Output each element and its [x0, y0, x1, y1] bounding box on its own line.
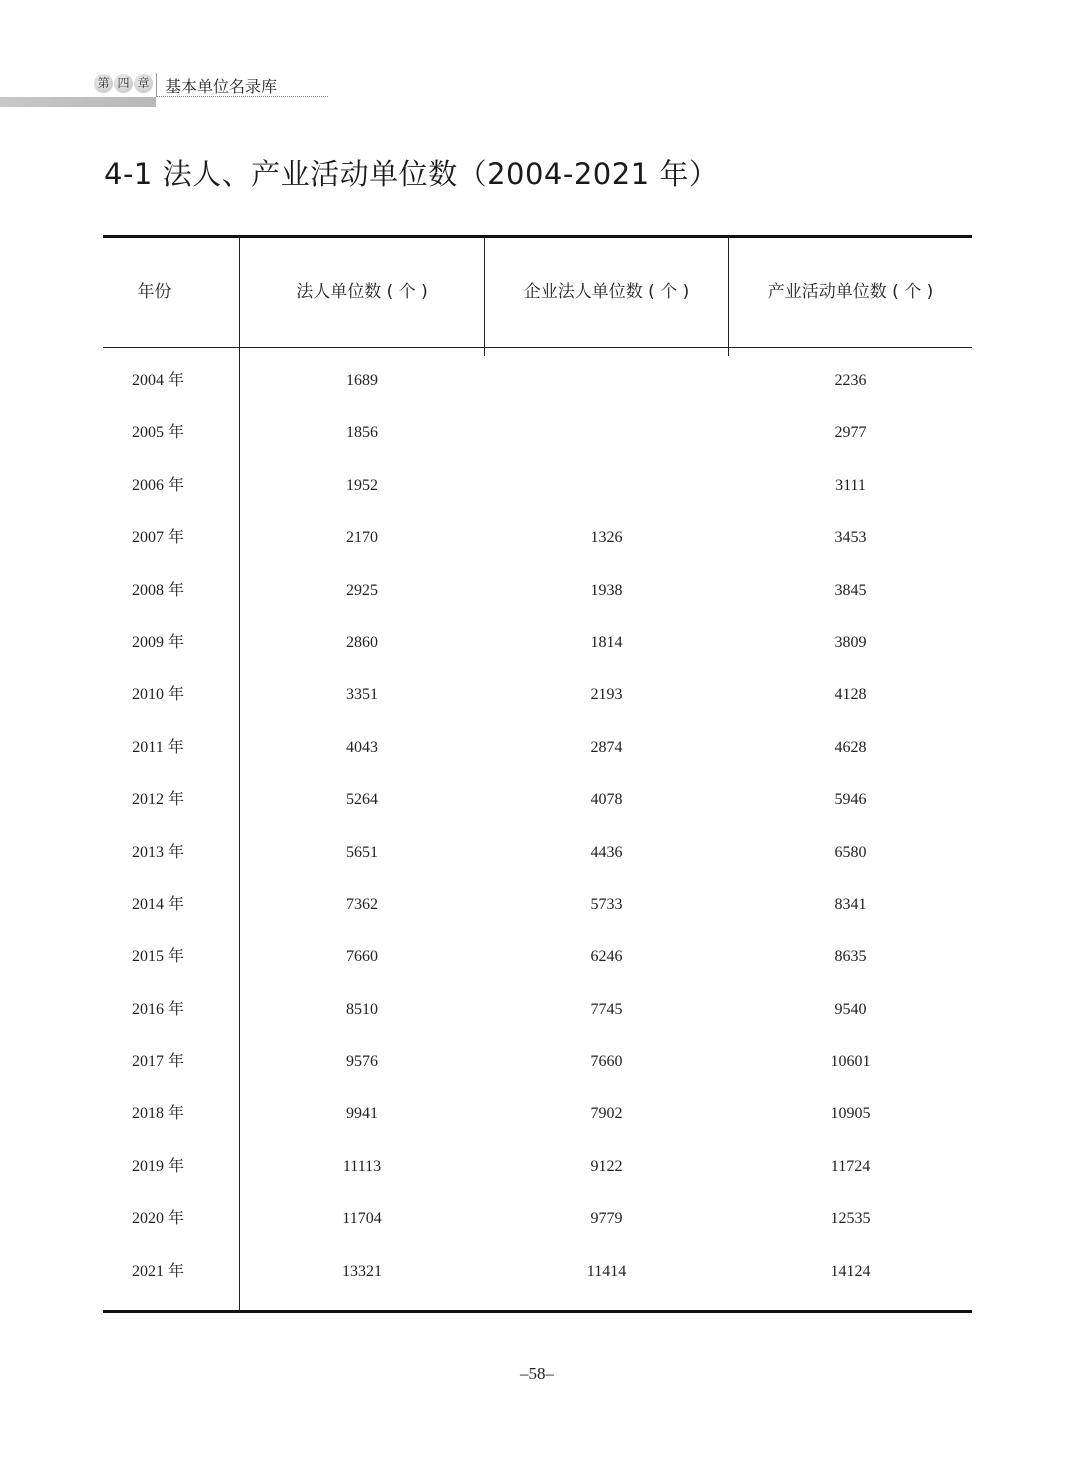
row-legal-units: 3351 [346, 686, 378, 704]
table-row [103, 355, 972, 407]
row-activity-units: 8341 [834, 895, 867, 913]
row-enterprise-units: 9122 [590, 1157, 623, 1175]
row-legal-units: 1856 [346, 424, 378, 442]
row-activity-units: 14124 [830, 1262, 871, 1280]
row-year: 2016 年 [131, 1000, 184, 1018]
column-header-enterprise-units: 企业法人单位数 ( 个 ) [523, 282, 690, 302]
table-row [103, 669, 972, 721]
row-enterprise-units: 7660 [590, 1053, 623, 1071]
row-year: 2005 年 [131, 424, 184, 442]
chapter-divider [156, 73, 157, 97]
row-legal-units: 2860 [346, 633, 378, 651]
row-year: 2014 年 [131, 895, 184, 913]
row-activity-units: 10601 [830, 1053, 871, 1071]
row-activity-units: 3845 [834, 581, 867, 599]
table-header-rule [103, 347, 972, 348]
table-row [103, 1141, 972, 1193]
table-row [103, 1088, 972, 1140]
row-activity-units: 4628 [834, 738, 867, 756]
table-row [103, 879, 972, 931]
chapter-badge [94, 74, 153, 96]
row-year: 2004 年 [131, 372, 184, 389]
row-enterprise-units [485, 421, 728, 445]
row-enterprise-units: 2193 [590, 686, 623, 704]
row-enterprise-units: 4078 [590, 791, 623, 809]
row-legal-units: 4043 [346, 738, 378, 756]
page-number: –58– [520, 1364, 554, 1383]
row-legal-units: 1689 [346, 372, 378, 389]
row-activity-units: 8635 [834, 948, 867, 966]
row-year: 2009 年 [131, 633, 184, 651]
row-activity-units: 9540 [834, 1000, 867, 1018]
chapter-badge-char: 章 [134, 74, 153, 93]
row-year: 2018 年 [131, 1105, 184, 1123]
table-row [103, 931, 972, 983]
row-year: 2021 年 [131, 1262, 184, 1280]
chapter-badge-char: 四 [114, 74, 133, 93]
row-legal-units: 2170 [346, 529, 378, 547]
table-row [103, 1036, 972, 1088]
row-legal-units: 9576 [346, 1053, 378, 1071]
row-enterprise-units: 1938 [590, 581, 623, 599]
row-legal-units: 11113 [342, 1157, 382, 1175]
row-enterprise-units: 7902 [590, 1105, 623, 1123]
row-year: 2006 年 [131, 476, 184, 494]
row-activity-units: 3453 [834, 529, 867, 547]
row-legal-units: 9941 [346, 1105, 378, 1123]
row-enterprise-units [485, 474, 728, 498]
table-row [103, 722, 972, 774]
chapter-title: 基本单位名录库 [165, 77, 278, 96]
table-row [103, 1193, 972, 1245]
row-year: 2015 年 [131, 948, 184, 966]
table-top-rule [103, 235, 972, 238]
row-activity-units: 11724 [830, 1157, 871, 1175]
row-legal-units: 8510 [346, 1000, 378, 1018]
row-enterprise-units: 1814 [590, 633, 623, 651]
row-legal-units: 5651 [346, 843, 378, 861]
row-enterprise-units: 2874 [590, 738, 623, 756]
row-year: 2007 年 [131, 529, 184, 547]
table-row [103, 617, 972, 669]
row-activity-units: 3111 [835, 476, 866, 494]
column-header-activity-units: 产业活动单位数 ( 个 ) [767, 282, 934, 302]
column-header-year: 年份 [137, 282, 172, 302]
row-enterprise-units: 4436 [590, 843, 623, 861]
row-year: 2020 年 [131, 1210, 184, 1228]
chapter-header-bar [0, 97, 156, 107]
row-legal-units: 11704 [342, 1210, 382, 1228]
table-row [103, 984, 972, 1036]
row-enterprise-units: 9779 [590, 1210, 623, 1228]
row-activity-units: 4128 [834, 686, 867, 704]
row-year: 2017 年 [131, 1053, 184, 1071]
table-row [103, 774, 972, 826]
row-activity-units: 6580 [834, 843, 867, 861]
table-row [103, 827, 972, 879]
row-legal-units: 7660 [346, 948, 378, 966]
row-year: 2013 年 [131, 843, 184, 861]
column-header-legal-units: 法人单位数 ( 个 ) [296, 282, 428, 302]
table-row [103, 407, 972, 459]
row-activity-units: 3809 [834, 633, 867, 651]
row-enterprise-units [485, 369, 728, 393]
table-body [103, 355, 972, 1298]
table-row [103, 565, 972, 617]
row-year: 2012 年 [131, 791, 184, 809]
row-legal-units: 7362 [346, 895, 378, 913]
row-activity-units: 5946 [834, 791, 867, 809]
page-title: 4-1 法人、产业活动单位数（2004-2021 年） [104, 157, 719, 191]
table-bottom-rule [103, 1310, 972, 1313]
row-activity-units: 2977 [834, 424, 867, 442]
row-activity-units: 2236 [834, 372, 867, 389]
chapter-badge-char: 第 [94, 74, 113, 93]
row-legal-units: 2925 [346, 581, 378, 599]
row-year: 2008 年 [131, 581, 184, 599]
table-row [103, 512, 972, 564]
row-legal-units: 5264 [346, 791, 378, 809]
row-year: 2010 年 [131, 686, 184, 704]
row-enterprise-units: 1326 [590, 529, 623, 547]
data-table [103, 235, 972, 1315]
row-enterprise-units: 11414 [586, 1262, 627, 1280]
table-row [103, 1246, 972, 1298]
row-enterprise-units: 6246 [590, 948, 623, 966]
table-row [103, 460, 972, 512]
row-legal-units: 13321 [342, 1262, 382, 1280]
row-year: 2011 年 [132, 738, 184, 756]
row-year: 2019 年 [131, 1157, 184, 1175]
row-enterprise-units: 7745 [590, 1000, 623, 1018]
row-legal-units: 1952 [346, 476, 378, 494]
row-enterprise-units: 5733 [590, 895, 623, 913]
row-activity-units: 12535 [830, 1210, 871, 1228]
row-activity-units: 10905 [830, 1105, 871, 1123]
